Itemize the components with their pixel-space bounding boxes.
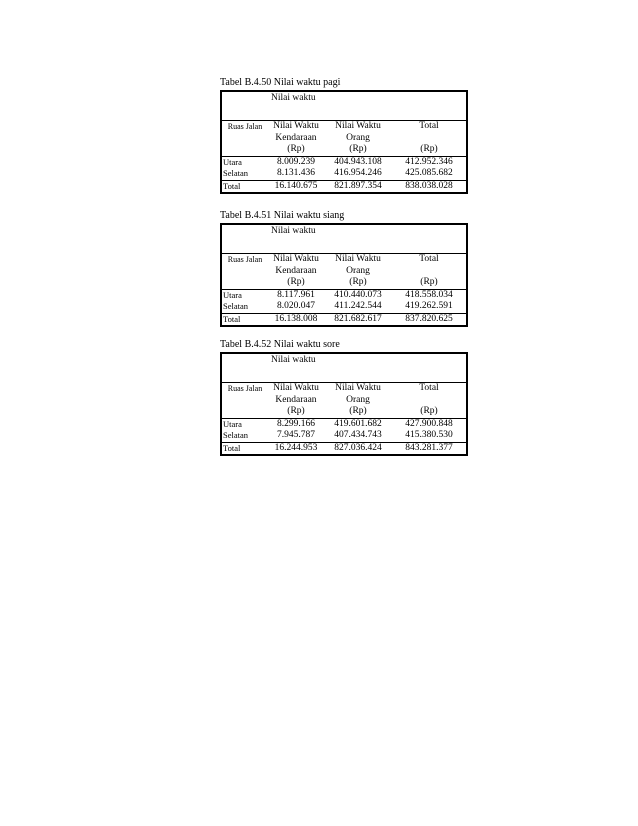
row-label: Utara (223, 418, 242, 429)
table-row (222, 156, 466, 168)
table-block-pagi (220, 77, 468, 194)
column-header: Total (419, 121, 439, 131)
column-header-row (222, 383, 466, 395)
unit-cell: (Rp) (324, 406, 392, 418)
group-header-label: Nilai waktu (271, 226, 316, 236)
column-header: Nilai Waktu (273, 254, 319, 264)
unit-cell: (Rp) (268, 144, 324, 156)
unit-cell (222, 406, 268, 418)
group-header (222, 92, 466, 121)
cell-orang: 416.954.246 (334, 168, 382, 178)
total-row (222, 442, 466, 454)
row-label: Total (222, 442, 268, 454)
table-row (222, 418, 466, 430)
cell-orang: 821.682.617 (324, 313, 392, 325)
column-header: Nilai Waktu (273, 121, 319, 131)
column-header (392, 266, 466, 278)
cell-kendaraan: 16.138.008 (268, 313, 324, 325)
cell-orang: 404.943.108 (334, 156, 382, 167)
cell-total: 843.281.377 (392, 442, 466, 454)
cell-orang: 419.601.682 (334, 418, 382, 429)
cell-total: 837.820.625 (392, 313, 466, 325)
group-header-label: Nilai waktu (271, 355, 316, 365)
column-header: Nilai Waktu (335, 121, 381, 131)
table-caption: Tabel B.4.51 Nilai waktu siang (220, 210, 345, 221)
column-header-row-2 (222, 133, 466, 145)
cell-orang: 407.434.743 (334, 430, 382, 440)
unit-cell (222, 144, 268, 156)
total-row (222, 180, 466, 192)
column-header-row-2 (222, 395, 466, 407)
table-row (222, 289, 466, 301)
cell-kendaraan: 8.131.436 (277, 168, 315, 178)
unit-row (222, 277, 466, 289)
cell-kendaraan: 16.244.953 (268, 442, 324, 454)
column-header: Nilai Waktu (335, 254, 381, 264)
cell-kendaraan: 8.299.166 (277, 418, 315, 429)
cell-total: 425.085.682 (405, 168, 453, 178)
table-row (222, 430, 466, 442)
column-header: Ruas Jalan (227, 255, 263, 264)
cell-total: 838.038.028 (392, 180, 466, 192)
column-header (392, 395, 466, 407)
table-caption: Tabel B.4.52 Nilai waktu sore (220, 339, 340, 350)
column-header (222, 266, 268, 278)
cell-kendaraan: 7.945.787 (277, 430, 315, 440)
data-table (220, 90, 468, 194)
table-caption: Tabel B.4.50 Nilai waktu pagi (220, 77, 341, 88)
column-header: Nilai Waktu (335, 383, 381, 393)
data-table (220, 352, 468, 456)
unit-cell: (Rp) (268, 277, 324, 289)
cell-kendaraan: 8.009.239 (277, 156, 315, 167)
group-header (222, 225, 466, 254)
column-header: Nilai Waktu (273, 383, 319, 393)
column-header: Total (419, 254, 439, 264)
column-header: Total (419, 383, 439, 393)
column-header-row (222, 121, 466, 133)
column-header: Kendaraan (275, 265, 317, 276)
unit-cell: (Rp) (324, 144, 392, 156)
column-header-row (222, 254, 466, 266)
cell-total: 419.262.591 (405, 301, 453, 311)
column-header: Ruas Jalan (227, 122, 263, 131)
cell-kendaraan: 8.117.961 (277, 289, 315, 300)
unit-cell: (Rp) (268, 406, 324, 418)
row-label: Total (222, 180, 268, 192)
column-header: Orang (346, 265, 370, 276)
row-label: Selatan (223, 430, 249, 440)
column-header: Kendaraan (275, 132, 317, 143)
column-header-row-2 (222, 266, 466, 278)
table-row (222, 168, 466, 180)
cell-total: 415.380.530 (405, 430, 453, 440)
column-header: Kendaraan (275, 394, 317, 405)
row-label: Utara (223, 156, 242, 167)
column-header: Orang (346, 132, 370, 143)
cell-total: 427.900.848 (405, 418, 453, 429)
cell-total: 418.558.034 (405, 289, 453, 300)
cell-total: 412.952.346 (405, 156, 453, 167)
group-header (222, 354, 466, 383)
row-label: Utara (223, 289, 242, 300)
row-label: Selatan (223, 168, 249, 178)
column-header (222, 133, 268, 145)
column-header: Orang (346, 394, 370, 405)
data-table (220, 223, 468, 327)
column-header: Ruas Jalan (227, 384, 263, 393)
row-label: Selatan (223, 301, 249, 311)
unit-cell: (Rp) (392, 277, 466, 289)
row-label: Total (222, 313, 268, 325)
total-row (222, 313, 466, 325)
unit-row (222, 144, 466, 156)
cell-kendaraan: 16.140.675 (268, 180, 324, 192)
unit-cell: (Rp) (324, 277, 392, 289)
cell-kendaraan: 8.020.047 (277, 301, 315, 311)
unit-cell: (Rp) (392, 144, 466, 156)
table-block-siang (220, 210, 468, 327)
table-block-sore (220, 339, 468, 456)
unit-cell: (Rp) (392, 406, 466, 418)
group-header-label: Nilai waktu (271, 93, 316, 103)
unit-cell (222, 277, 268, 289)
unit-row (222, 406, 466, 418)
cell-orang: 821.897.354 (324, 180, 392, 192)
table-row (222, 301, 466, 313)
cell-orang: 410.440.073 (334, 289, 382, 300)
cell-orang: 411.242.544 (334, 301, 382, 311)
column-header (392, 133, 466, 145)
cell-orang: 827.036.424 (324, 442, 392, 454)
column-header (222, 395, 268, 407)
